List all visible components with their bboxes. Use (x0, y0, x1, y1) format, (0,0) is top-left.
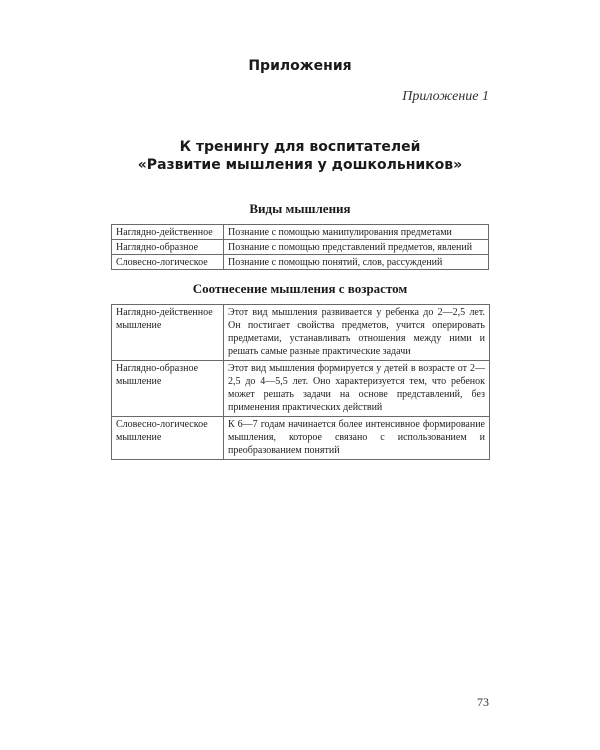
training-title-line2: «Развитие мышления у дошкольников» (137, 157, 463, 173)
page-number: 73 (477, 695, 489, 709)
training-title (0, 138, 600, 174)
table-row (112, 240, 489, 255)
thinking-type-cell: Словесно-логическое (112, 255, 224, 270)
appendix-label: Приложение 1 (402, 89, 489, 104)
table-row (112, 255, 489, 270)
age-description-cell: Этот вид мышления формируется у детей в возрасте от 2—2,5 до 4—5,5 лет. Оно характеризуется тем, что ребенок может решать задачи на основе представлений, без применения практических действий (224, 361, 490, 417)
types-table-title: Виды мышления (249, 201, 351, 216)
thinking-type-cell: Наглядно-действенное мышление (112, 305, 224, 361)
thinking-type-cell: Наглядно-образное мышление (112, 361, 224, 417)
training-title-line1: К тренингу для воспитателей (179, 139, 421, 155)
thinking-type-cell: Наглядно-образное (112, 240, 224, 255)
thinking-type-cell: Наглядно-действенное (112, 225, 224, 240)
table-row (112, 225, 489, 240)
age-table-title: Соотнесение мышления с возрастом (192, 281, 408, 296)
age-description-cell: К 6—7 годам начинается более интенсивное формирование мышления, которое связано с использованием и преобразованием понятий (224, 417, 490, 460)
thinking-description-cell: Познание с помощью манипулирования предметами (224, 225, 489, 240)
table-row (112, 417, 490, 460)
age-table (111, 304, 490, 460)
types-table (111, 224, 489, 270)
table-row (112, 305, 490, 361)
thinking-description-cell: Познание с помощью понятий, слов, рассуждений (224, 255, 489, 270)
age-description-cell: Этот вид мышления развивается у ребенка до 2—2,5 лет. Он постигает свойства предметов, учится оперировать предметами, устанавливать отношения между ними и решать самые разные практические задачи (224, 305, 490, 361)
table-row (112, 361, 490, 417)
thinking-description-cell: Познание с помощью представлений предметов, явлений (224, 240, 489, 255)
thinking-type-cell: Словесно-логическое мышление (112, 417, 224, 460)
section-heading: Приложения (248, 58, 352, 74)
